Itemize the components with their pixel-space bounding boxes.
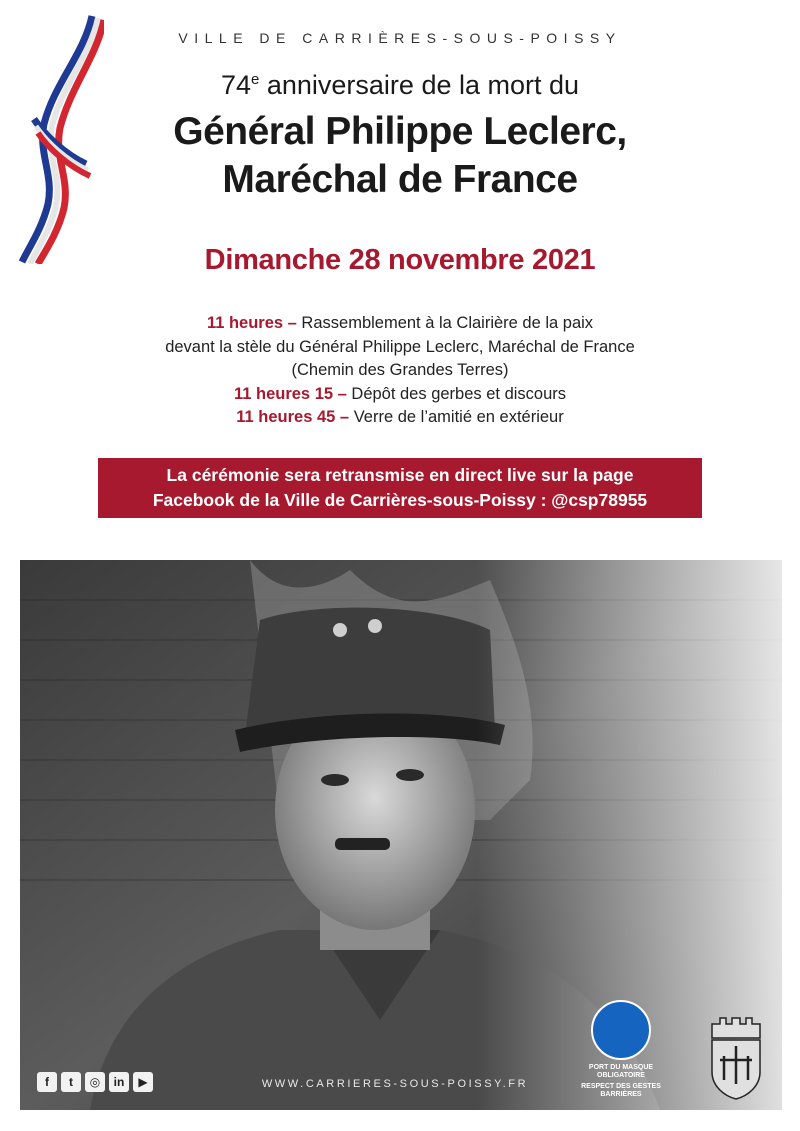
instagram-icon[interactable]: ◎ <box>85 1072 105 1092</box>
headline <box>60 68 740 204</box>
mask-badge <box>580 1000 662 1099</box>
program-line <box>60 383 740 407</box>
program-line <box>60 312 740 336</box>
program-text: devant la stèle du Général Philippe Leclerc, Maréchal de France <box>165 337 635 356</box>
program-text: Verre de l’amitié en extérieur <box>349 408 564 426</box>
program-text: Rassemblement à la Clairière de la paix <box>296 314 594 332</box>
live-stream-banner <box>98 458 702 518</box>
anniversary-text: anniversaire de la mort du <box>259 70 580 100</box>
facebook-icon[interactable]: f <box>37 1072 57 1092</box>
headline-title: Maréchal de France <box>222 158 578 201</box>
program-time: 11 heures 15 – <box>233 384 347 403</box>
anniversary-number: 74 <box>220 70 252 100</box>
program-text: Dépôt des gerbes et discours <box>346 384 567 403</box>
city-crest-icon <box>708 1016 764 1100</box>
program-line <box>60 359 740 383</box>
portrait-illustration <box>20 560 782 1110</box>
portrait-photo <box>20 560 782 1110</box>
program-time: 11 heures 45 – <box>236 408 350 426</box>
linkedin-icon[interactable]: in <box>109 1072 129 1092</box>
anniversary-ordinal: e <box>251 71 260 88</box>
youtube-icon[interactable]: ▶ <box>133 1072 153 1092</box>
program-time: 11 heures – <box>206 314 297 332</box>
headline-anniversary <box>60 68 740 102</box>
program-line <box>60 336 740 360</box>
headline-name: Général Philippe Leclerc, <box>173 110 627 153</box>
event-date: Dimanche 28 novembre 2021 <box>204 244 596 276</box>
banner-line-1: La cérémonie sera retransmise en direct live sur la page <box>166 465 634 485</box>
banner-line-2: Facebook de la Ville de Carrières-sous-Poissy : @csp78955 <box>152 490 648 510</box>
program-text: (Chemin des Grandes Terres) <box>291 361 509 379</box>
event-program <box>60 312 740 430</box>
gestures-text: RESPECT DES GESTES BARRIÈRES <box>581 1083 661 1098</box>
social-links <box>37 1072 153 1092</box>
twitter-icon[interactable]: t <box>61 1072 81 1092</box>
mask-icon <box>591 1000 651 1060</box>
program-line <box>60 406 740 430</box>
website-url[interactable]: WWW.CARRIERES-SOUS-POISSY.FR <box>261 1078 529 1090</box>
city-name: VILLE DE CARRIÈRES-SOUS-POISSY <box>178 30 622 46</box>
mask-text: PORT DU MASQUE OBLIGATOIRE <box>588 1064 654 1079</box>
